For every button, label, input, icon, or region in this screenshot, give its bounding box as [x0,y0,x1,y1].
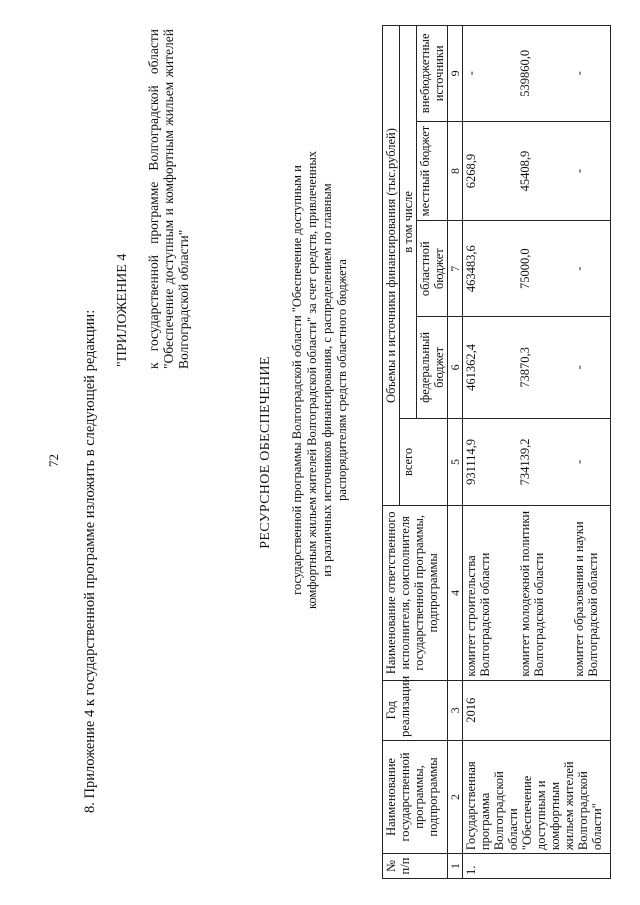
program-num: 1. [463,854,611,879]
total-cell: - [571,418,611,505]
col-number: 2 [448,740,463,853]
federal-cell: 73870,3 [517,316,571,418]
column-numbers-row [448,26,463,879]
col-number: 3 [448,680,463,740]
col-number: 6 [448,316,463,418]
document-subtitle: государственной программы Волгоградской области "Обеспечение доступным и комфортным жильем жителей Волгоградской области" за счет средств, привлеченных из различных источников финансирования, с распределением по главным распорядителям средств областного бюджета [290,151,349,609]
col-number: 1 [448,854,463,879]
col-number: 4 [448,506,463,681]
appendix-program-reference: к государственной программе Волгоградской области "Обеспечение доступным и комфортным жильем жителей Волгоградской области" [146,29,191,369]
document-title: РЕСУРСНОЕ ОБЕСПЕЧЕНИЕ [258,356,273,549]
header-name: Наименование государственной программы, подпрограммы [383,740,448,853]
extra-cell: 539860,0 [517,26,571,122]
header-including: в том числе [400,26,417,419]
program-name: Государственная программа Волгоградской области "Обеспечение доступным и комфортным жильем жителей Волгоградской области" [463,740,611,853]
col-number: 5 [448,418,463,505]
header-local: местный бюджет [417,121,448,221]
header-row-1 [383,26,400,879]
header-regional: областной бюджет [417,221,448,317]
federal-cell: - [571,316,611,418]
executor-cell: комитет образования и науки Волгоградской области [571,506,611,681]
total-cell: 734139,2 [517,418,571,505]
header-volumes: Объемы и источники финансирования (тыс.рублей) [383,26,400,506]
header-executor: Наименование ответственного исполнителя, соисполнителя государственной программы, подпрограммы [383,506,448,681]
appendix-label: "ПРИЛОЖЕНИЕ 4 [115,253,130,367]
local-cell: 6268,9 [463,121,517,221]
extra-cell: - [571,26,611,122]
regional-cell: - [571,221,611,317]
regional-cell: 75000,0 [517,221,571,317]
header-federal: федеральный бюджет [417,316,448,418]
executor-cell: комитет молодежной политики Волгоградской области [517,506,571,681]
federal-cell: 461362,4 [463,316,517,418]
header-num: № п/п [383,854,448,879]
page-number: 72 [46,454,61,467]
program-year: 2016 [463,680,611,740]
resource-table [382,25,611,879]
total-cell: 931114,9 [463,418,517,505]
executor-cell: комитет строительства Волгоградской области [463,506,517,681]
local-cell: 45408,9 [517,121,571,221]
col-number: 7 [448,221,463,317]
local-cell: - [571,121,611,221]
header-total: всего [400,418,448,505]
col-number: 8 [448,121,463,221]
header-extra: внебюджетные источники [417,26,448,122]
header-year: Год реализации [383,680,448,740]
table-row [463,26,517,879]
extra-cell: - [463,26,517,122]
amendment-heading: 8. Приложение 4 к государственной программе изложить в следующей редакции: [82,309,98,813]
regional-cell: 463483,6 [463,221,517,317]
col-number: 9 [448,26,463,122]
